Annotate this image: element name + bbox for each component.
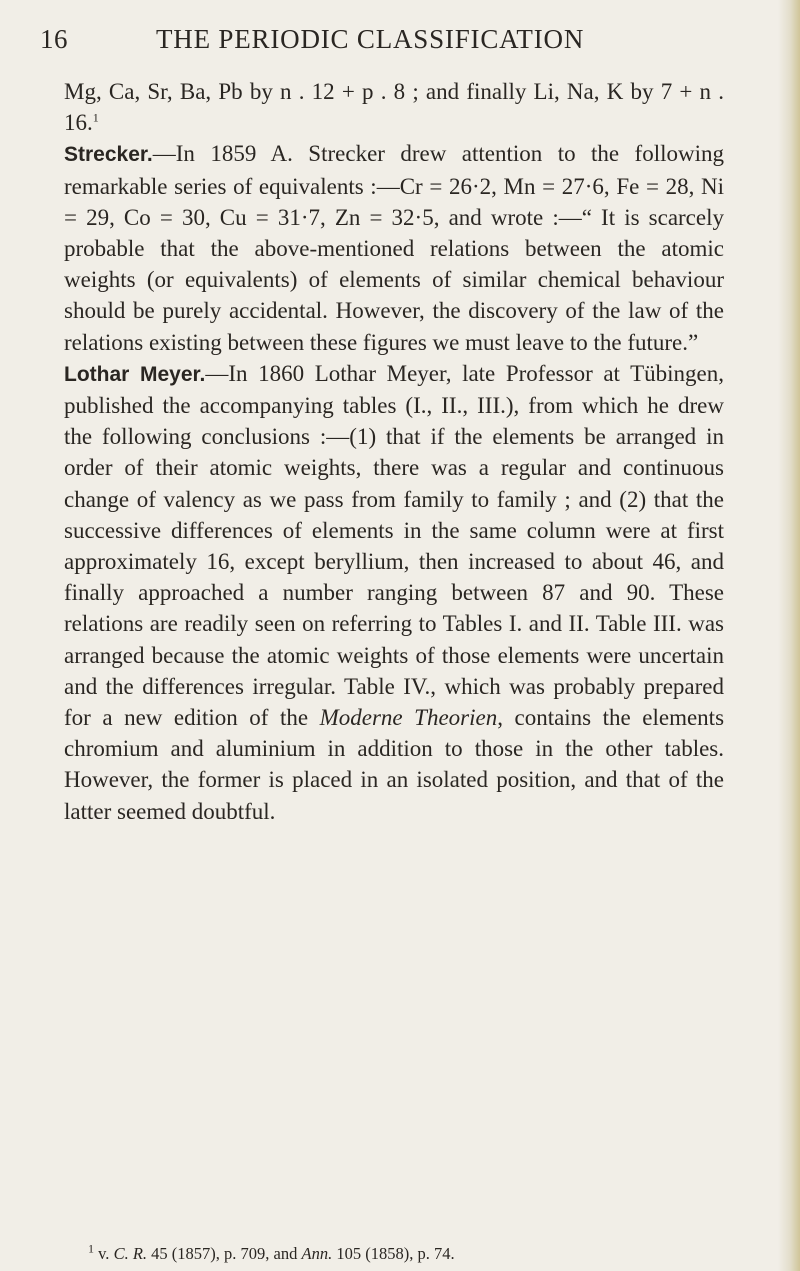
page-header xyxy=(40,24,720,64)
book-title-italic: Moderne Theorien xyxy=(319,705,498,731)
footnote xyxy=(88,1241,724,1264)
paragraph-text: —In 1860 Lothar Meyer, late Professor at Tübingen, published the accompanying tables (I., II., III.), from which he drew the following conclusions :—(1) that if the elements be arranged in order of their atomic weights, there was a regular and continuous change of valency as we pass from family to family ; and (2) that the successive differences of elements in the same column were at first approximately 16, except beryllium, then increased to about 46, and finally approached a number ranging between 87 and 90. These relations are readily seen on referring to Tables I. and II. Table III. was arranged because the atomic weights of those elements were uncertain and the differences irregular. Table IV., which was probably prepared for a new edition of the xyxy=(64,360,724,731)
footnote-text: 105 (1858), p. 74. xyxy=(332,1244,455,1263)
paragraph-text: Mg, Ca, Sr, Ba, Pb by n . 12 + p . 8 ; and finally Li, Na, K by 7 + n . 16. xyxy=(64,79,724,136)
footnote-journal: C. R. xyxy=(113,1244,148,1263)
page-edge-shadow xyxy=(778,0,800,1271)
running-title: THE PERIODIC CLASSIFICATION xyxy=(156,24,585,54)
paragraph-strecker xyxy=(64,138,724,357)
footnote-reference: 1 xyxy=(92,110,99,125)
section-heading-strecker: Strecker. xyxy=(64,143,153,167)
footnote-marker: 1 xyxy=(88,1241,94,1256)
paragraph-lothar-meyer xyxy=(64,358,724,827)
footnote-journal: Ann. xyxy=(301,1244,333,1263)
page-number: 16 xyxy=(40,24,68,54)
section-heading-lothar-meyer: Lothar Meyer. xyxy=(64,362,206,386)
body-text xyxy=(64,76,724,827)
paragraph-intro xyxy=(64,76,724,138)
paragraph-text: , contains the elements chromium and aluminium in addition to those in the other tables. However, the former is placed in an isolated position, and that of the latter seemed doubtful. xyxy=(64,705,725,824)
footnote-text: v. xyxy=(94,1244,114,1263)
paragraph-text: —In 1859 A. Strecker drew attention to the following remarkable series of equivalents :—Cr = 26·2, Mn = 27·6, Fe = 28, Ni = 29, Co = 30, Cu = 31·7, Zn = 32·5, and wrote :—“ It is scarcely probable that the above-mentioned relations between the atomic weights (or equivalents) of elements of similar chemical behaviour should be purely accidental. However, the discovery of the law of the relations existing between these figures we must leave to the future.” xyxy=(64,141,724,355)
footnote-text: 45 (1857), p. 709, and xyxy=(147,1244,302,1263)
